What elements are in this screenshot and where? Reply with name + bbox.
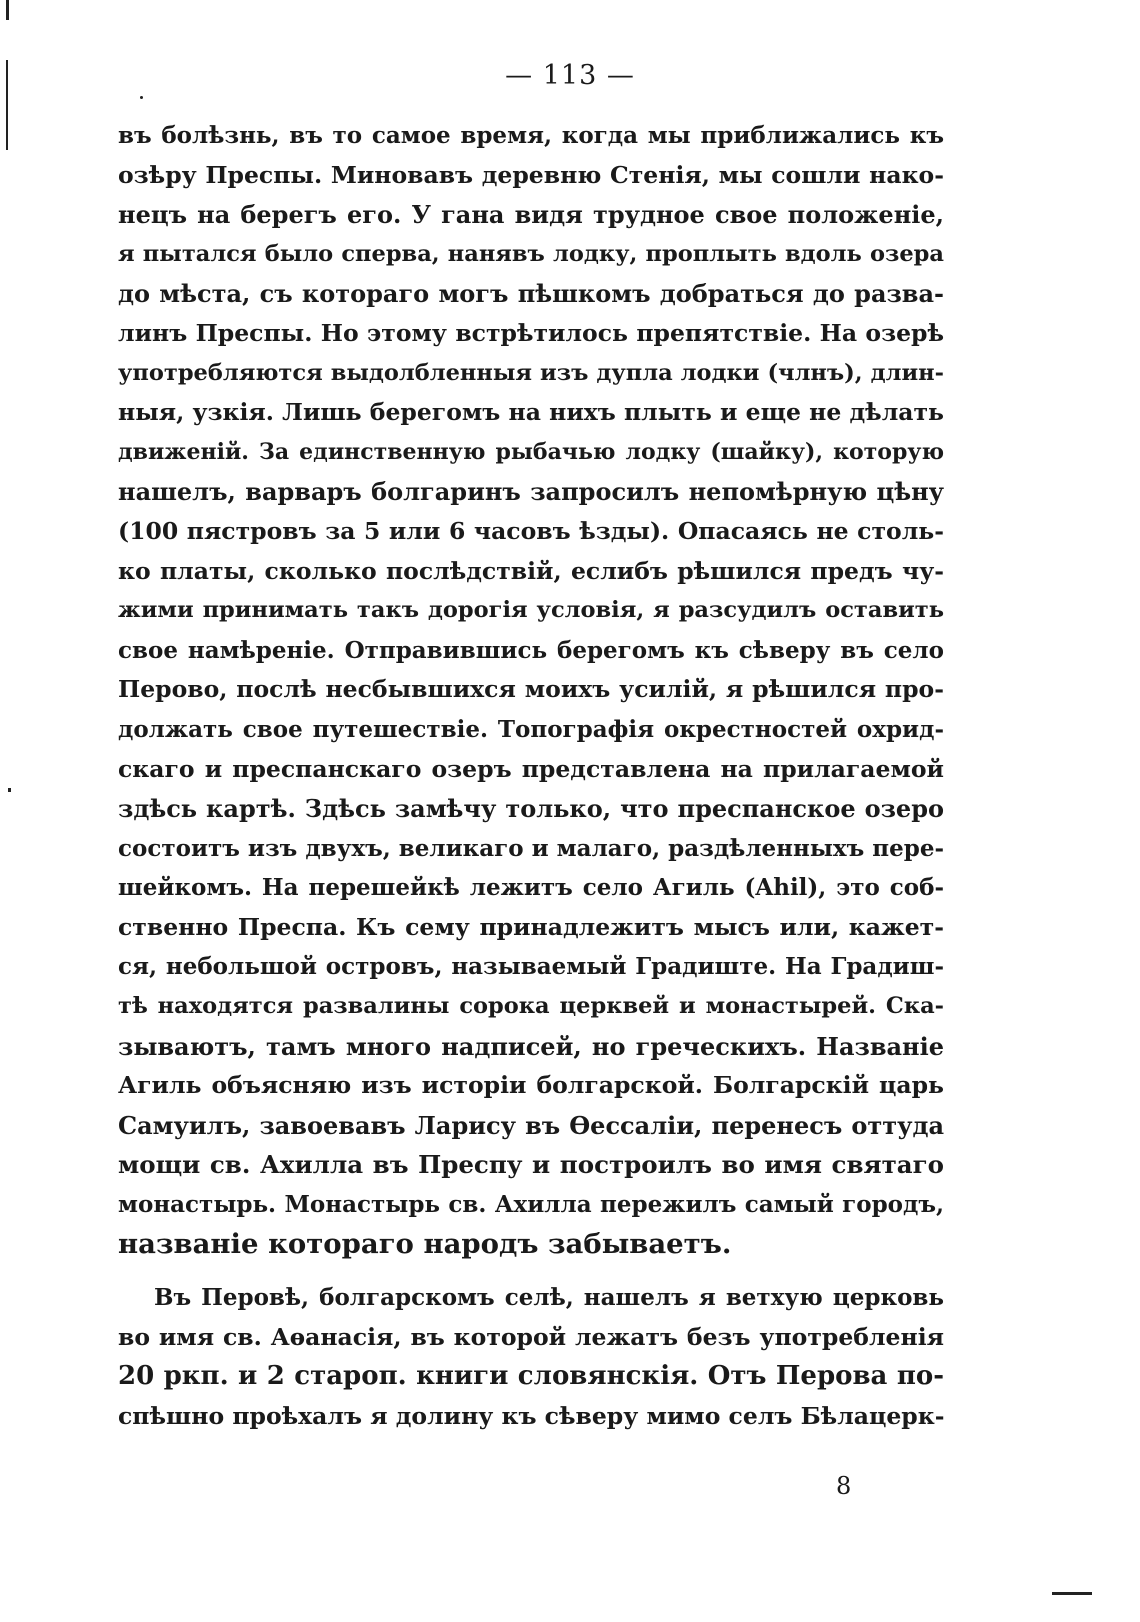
text-line: мощи св. Ахилла въ Преспу и построилъ во имя святаго bbox=[118, 1150, 944, 1180]
text-line: монастырь. Монастырь св. Ахилла пережилъ самый городъ, bbox=[118, 1191, 944, 1219]
paragraph-2 bbox=[118, 1278, 944, 1436]
text-line: ственно Преспа. Къ сему принадлежитъ мысъ или, кажет- bbox=[118, 912, 944, 941]
body-text bbox=[118, 116, 944, 1437]
text-line: до мѣста, съ котораго могъ пѣшкомъ добраться до разва- bbox=[118, 279, 944, 309]
text-line: во имя св. Аѳанасія, въ которой лежатъ безъ употребленія bbox=[118, 1322, 944, 1351]
text-line: въ болѣзнь, въ то самое время, когда мы приближались къ bbox=[118, 122, 944, 149]
text-line: названіе котораго народъ забываетъ. bbox=[118, 1227, 732, 1260]
text-line: Самуилъ, завоевавъ Ларису въ Ѳессаліи, перенесъ оттуда bbox=[118, 1110, 944, 1140]
text-line: жими принимать такъ дорогія условія, я разсудилъ оставить bbox=[118, 597, 944, 624]
text-line: тѣ находятся развалины сорока церквей и монастырей. Ска- bbox=[118, 993, 944, 1020]
signature-mark: 8 bbox=[836, 1472, 852, 1500]
scan-edge-mark bbox=[1052, 1592, 1092, 1595]
text-line: 20 ркп. и 2 староп. книги словянскія. Отъ Перова по- bbox=[118, 1361, 944, 1392]
scan-edge-mark bbox=[6, 60, 8, 150]
scan-speck bbox=[140, 96, 143, 99]
text-line: должать свое путешествіе. Топографія окрестностей охрид- bbox=[118, 715, 944, 743]
text-line: зываютъ, тамъ много надписей, но греческихъ. Названіе bbox=[118, 1031, 944, 1061]
page-number: — 113 — bbox=[505, 60, 635, 91]
text-line: озѣру Преспы. Миновавъ деревню Стенія, мы сошли нако- bbox=[118, 160, 944, 189]
text-line: ныя, узкія. Лишь берегомъ на нихъ плыть и еще не дѣлать bbox=[118, 398, 944, 427]
text-line: свое намѣреніе. Отправившись берегомъ къ сѣверу въ село bbox=[118, 636, 944, 664]
paragraph-gap bbox=[118, 1264, 944, 1278]
text-line: движеній. За единственную рыбачью лодку (шайку), которую bbox=[118, 438, 944, 465]
text-line: здѣсь картѣ. Здѣсь замѣчу только, что преспанское озеро bbox=[118, 794, 944, 824]
paragraph-1 bbox=[118, 116, 944, 1264]
scan-edge-mark bbox=[6, 0, 9, 20]
text-line: Въ Перовѣ, болгарскомъ селѣ, нашелъ я ветхую церковь bbox=[154, 1284, 944, 1312]
text-line: линъ Преспы. Но этому встрѣтилось препятствіе. На озерѣ bbox=[118, 318, 944, 347]
text-line: ся, небольшой островъ, называемый Градиште. На Градиш- bbox=[118, 953, 944, 981]
text-line: нецъ на берегъ его. У гана видя трудное свое положеніе, bbox=[118, 200, 944, 230]
text-line: употребляются выдолбленныя изъ дупла лодки (члнъ), длин- bbox=[118, 359, 944, 386]
text-line: нашелъ, варваръ болгаринъ запросилъ непомѣрную цѣну bbox=[118, 477, 944, 507]
text-line: спѣшно проѣхалъ я долину къ сѣверу мимо селъ Бѣлацерк- bbox=[118, 1402, 944, 1430]
text-line: я пытался было сперва, нанявъ лодку, проплыть вдоль озера bbox=[118, 240, 944, 267]
text-line: (100 пястровъ за 5 или 6 часовъ ѣзды). Опасаясь не столь- bbox=[118, 516, 944, 545]
text-line: состоитъ изъ двухъ, великаго и малаго, раздѣленныхъ пере- bbox=[118, 834, 944, 862]
text-line: Перово, послѣ несбывшихся моихъ усилій, я рѣшился про- bbox=[118, 675, 944, 704]
text-line: шейкомъ. На перешейкѣ лежитъ село Агиль (Ahil), это соб- bbox=[118, 874, 944, 902]
text-line: ко платы, сколько послѣдствій, еслибъ рѣшился предъ чу- bbox=[118, 556, 944, 585]
text-line: Агиль объясняю изъ исторіи болгарской. Болгарскій царь bbox=[118, 1071, 944, 1100]
text-line: скаго и преспанскаго озеръ представлена на прилагаемой bbox=[118, 754, 944, 783]
scan-speck bbox=[8, 788, 11, 792]
